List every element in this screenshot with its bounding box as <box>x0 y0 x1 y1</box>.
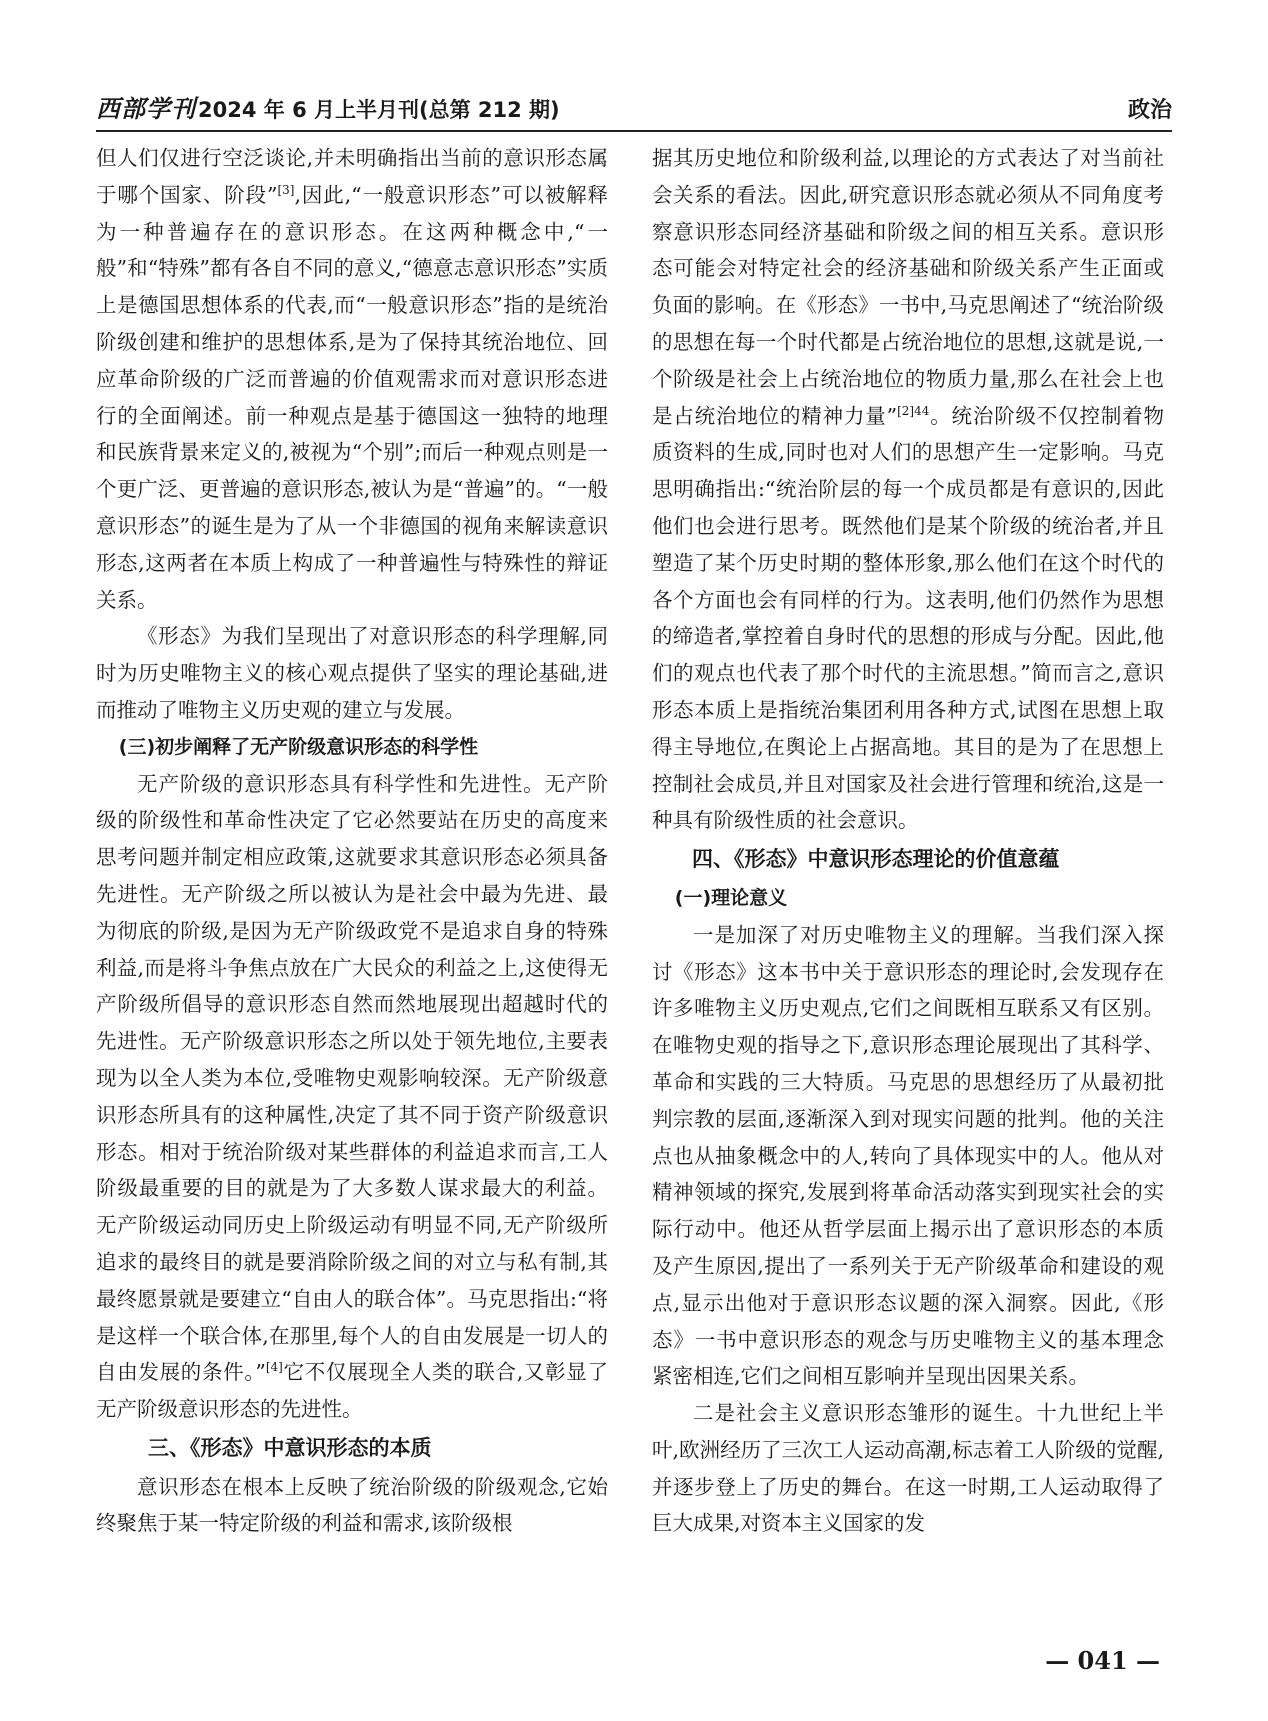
paragraph: 二是社会主义意识形态雏形的诞生。十九世纪上半叶,欧洲经历了三次工人运动高潮,标志着工人阶级的觉醒,并逐步登上了历史的舞台。在这一时期,工人运动取得了巨大成果,对资本主义国家的发 <box>652 1401 1164 1536</box>
paragraph-text: 它不仅展现全人类的联合,又彰显了无产阶级意识形态的先进性。 <box>96 1360 608 1422</box>
paragraph-text: 据其历史地位和阶级利益,以理论的方式表达了对当前社会关系的看法。因此,研究意识形态就必须从不同角度考察意识形态同经济基础和阶级之间的相互关系。意识形态可能会对特定社会的经济基础和阶级关系产生正面或负面的影响。在《形态》一书中,马克思阐述了“统治阶级的思想在每一个时代都是占统治地位的思想,这就是说,一个阶级是社会上占统治地位的物质力量,那么在社会上也是占统治地位的精神力量” <box>652 146 1164 428</box>
paragraph-text: 但人们仅进行空泛谈论,并未明确指出当前的意识形态属于哪个国家、阶段” <box>96 146 608 207</box>
paragraph-text: ,因此,“一般意识形态”可以被解释为一种普遍存在的意识形态。在这两种概念中,“一般”和“特殊”都有各自不同的意义,“德意志意识形态”实质上是德国思想体系的代表,而“一般意识形态”指的是统治阶级创建和维护的思想体系,是为了保持其统治地位、回应革命阶级的广泛而普遍的价值观需求而对意识形态进行的全面阐述。前一种观点是基于德国这一独特的地理和民族背景来定义的,被视为“个别”;而后一种观点则是一个更广泛、更普遍的意识形态,被认为是“普遍”的。“一般意识形态”的诞生是为了从一个非德国的视角来解读意识形态,这两者在本质上构成了一种普遍性与特殊性的辩证关系。 <box>96 182 608 612</box>
paragraph <box>96 766 608 1428</box>
journal-masthead <box>96 89 560 124</box>
paragraph-text: 无产阶级的意识形态具有科学性和先进性。无产阶级的阶级性和革命性决定了它必然要站在历史的高度来思考问题并制定相应政策,这就要求其意识形态必须具备先进性。无产阶级之所以被认为是社会中最为先进、最为彻底的阶级,是因为无产阶级政党不是追求自身的特殊利益,而是将斗争焦点放在广大民众的利益之上,这使得无产阶级所倡导的意识形态自然而然地展现出超越时代的先进性。无产阶级意识形态之所以处于领先地位,主要表现为以全人类为本位,受唯物史观影响较深。无产阶级意识形态所具有的这种属性,决定了其不同于资产阶级意识形态。相对于统治阶级对某些群体的利益追求而言,工人阶级最重要的目的就是为了大多数人谋求最大的利益。无产阶级运动同历史上阶级运动有明显不同,无产阶级所追求的最终目的就是要消除阶级之间的对立与私有制,其最终愿景就是要建立“自由人的联合体”。马克思指出:“将是这样一个联合体,在那里,每个人的自由发展是一切人的自由发展的条件。” <box>96 771 608 1385</box>
paragraph: 意识形态在根本上反映了统治阶级的阶级观念,它始终聚焦于某一特定阶级的利益和需求,该阶级根 <box>96 1474 608 1536</box>
section-heading: 三、《形态》中意识形态的本质 <box>148 1435 432 1460</box>
journal-logo: 西部学刊 <box>96 94 196 123</box>
section-name: 政治 <box>1127 98 1172 123</box>
subsection-heading: (三)初步阐释了无产阶级意识形态的科学性 <box>118 735 479 758</box>
paragraph <box>96 140 608 618</box>
journal-issue: 2024 年 6 月上半月刊(总第 212 期) <box>198 98 560 122</box>
paragraph: 一是加深了对历史唯物主义的理解。当我们深入探讨《形态》这本书中关于意识形态的理论时,会发现存在许多唯物主义历史观点,它们之间既相互联系又有区别。在唯物史观的指导之下,意识形态理论展现出了其科学、革命和实践的三大特质。马克思的思想经历了从最初批判宗教的层面,逐渐深入到对现实问题的批判。他的关注点也从抽象概念中的人,转向了具体现实中的人。他从对精神领域的探究,发展到将革命活动落实到现实社会的实际行动中。他还从哲学层面上揭示出了意识形态的本质及产生原因,提出了一系列关于无产阶级革命和建设的观点,显示出他对于意识形态议题的深入洞察。因此,《形态》一书中意识形态的观念与历史唯物主义的基本理念紧密相连,它们之间相互影响并呈现出因果关系。 <box>652 922 1164 1389</box>
paragraph-text: 。统治阶级不仅控制着物质资料的生成,同时也对人们的思想产生一定影响。马克思明确指出:“统治阶层的每一个成员都是有意识的,因此他们也会进行思考。既然他们是某个阶级的统治者,并且塑造了某个历史时期的整体形象,那么他们在这个时代的各个方面也会有同样的行为。这表明,他们仍然作为思想的缔造者,掌控着自身时代的思想的形成与分配。因此,他们的观点也代表了那个时代的主流思想。”简而言之,意识形态本质上是指统治集团利用各种方式,试图在思想上取得主导地位,在舆论上占据高地。其目的是为了在思想上控制社会成员,并且对国家及社会进行管理和统治,这是一种具有阶级性质的社会意识。 <box>652 403 1164 833</box>
subsection-heading: (一)理论意义 <box>674 886 788 909</box>
page-header <box>96 84 1172 124</box>
paragraph <box>652 140 1164 839</box>
citation-ref: [2]44 <box>897 403 930 418</box>
right-column <box>652 140 1164 1640</box>
left-column <box>96 140 608 1640</box>
citation-ref: [3] <box>277 182 295 197</box>
paragraph: 《形态》为我们呈现出了对意识形态的科学理解,同时为历史唯物主义的核心观点提供了坚实的理论基础,进而推动了唯物主义历史观的建立与发展。 <box>96 624 608 722</box>
page-number: — 041 — <box>1045 1646 1160 1675</box>
header-divider <box>96 130 1172 132</box>
section-heading: 四、《形态》中意识形态理论的价值意蕴 <box>692 847 1060 872</box>
citation-ref: [4] <box>265 1360 283 1375</box>
